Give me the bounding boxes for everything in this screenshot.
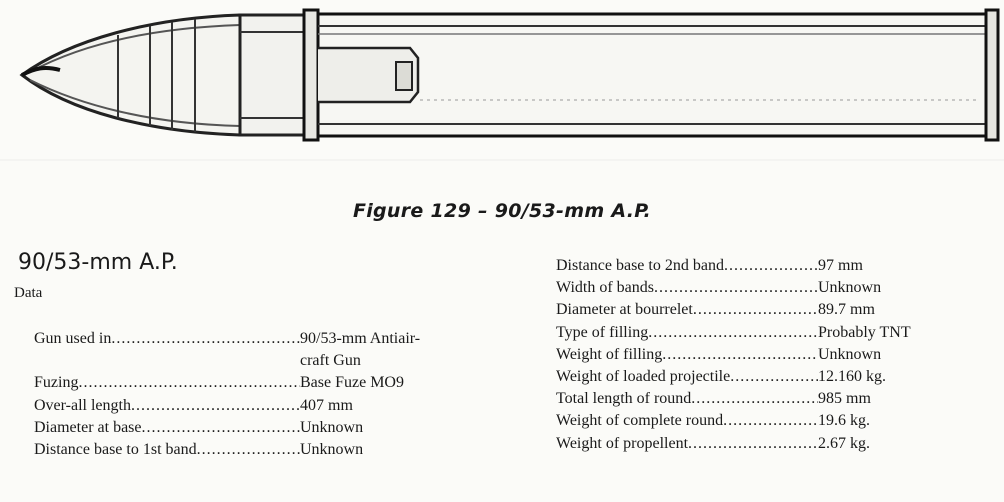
rotating-band [304,10,318,140]
cartridge-drawing [0,0,1004,190]
projectile-nose [22,15,240,135]
spec-value: Unknown [300,441,364,459]
case-rim [986,10,998,140]
spec-row [556,322,998,344]
spec-row [556,388,998,410]
data-label: Data [14,285,43,301]
spec-value: 2.67 kg. [818,434,870,452]
spec-label: Width of bands ..... [556,277,818,299]
spec-row [34,439,500,461]
spec-label: Diameter at base ..... [34,417,300,439]
spec-row [556,299,998,321]
spec-row [34,350,500,372]
spec-label: Total length of round ..... [556,388,818,410]
spec-label: Gun used in ..... [34,328,300,350]
spec-row [556,277,998,299]
spec-label: Distance base to 2nd band ..... [556,255,818,277]
spec-label: Diameter at bourrelet ..... [556,299,818,321]
spec-value: 407 mm [300,396,353,414]
spec-row [556,366,998,388]
spec-value: 97 mm [818,257,863,274]
spec-row [556,255,998,277]
spec-value: Base Fuze MO9 [300,374,404,392]
spec-label: Weight of loaded projectile ..... [556,366,818,388]
spec-value: 90/53-mm Antiair- [300,330,421,347]
spec-row [34,417,500,439]
spec-value: Unknown [300,418,364,436]
spec-row [34,395,500,417]
figure-caption: Figure 129 – 90/53-mm A.P. [352,200,652,222]
spec-row [34,372,500,394]
spec-label: Weight of complete round ..... [556,410,818,432]
spec-value: 89.7 mm [818,301,875,319]
spec-value: Unknown [818,345,882,363]
spec-row [556,410,998,432]
spec-row [556,433,998,455]
spec-value: 985 mm [818,390,871,408]
section-title: 90/53-mm A.P. [18,250,178,275]
spec-value: 19.6 kg. [818,412,870,430]
spec-list-left [34,328,500,461]
spec-value: craft Gun [300,352,361,370]
spec-label: Distance base to 1st band ..... [34,439,300,461]
spec-row [34,328,500,350]
spec-value: Unknown [818,279,882,297]
spec-label: Weight of propellent ..... [556,433,818,455]
spec-label: Weight of filling ..... [556,344,818,366]
spec-value: 12.160 kg. [818,368,886,386]
spec-row [556,344,998,366]
spec-list-right [556,255,998,455]
spec-label: Over-all length ..... [34,395,300,417]
spec-value: Probably TNT [818,323,911,341]
spec-label: Fuzing ..... [34,372,300,394]
spec-label: Type of filling ..... [556,322,818,344]
